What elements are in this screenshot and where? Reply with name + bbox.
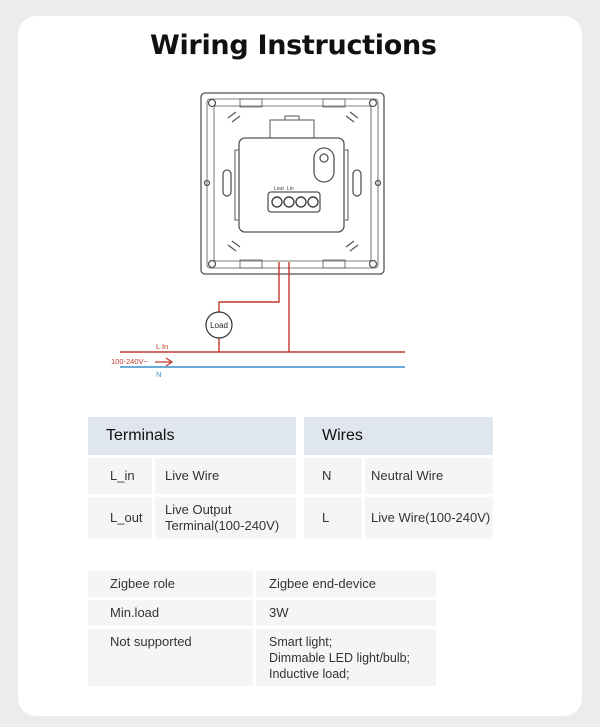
- live-in-arrow: [155, 358, 172, 366]
- voltage-label: 100-240V~: [111, 357, 148, 366]
- wire-desc-l: Live Wire(100-240V): [365, 497, 493, 539]
- wire-cell-n: N: [304, 458, 362, 494]
- page-title: Wiring Instructions: [150, 30, 437, 61]
- spec-key-unsupported: Not supported: [88, 629, 253, 686]
- terminal-desc-lin: Live Wire: [155, 458, 296, 494]
- spec-key-role: Zigbee role: [88, 571, 253, 597]
- wire-cell-l: L: [304, 497, 362, 539]
- n-label: N: [156, 370, 162, 379]
- terminal-cell-lin: L_in: [88, 458, 152, 494]
- terminal-desc-lout: Live Output Terminal(100-240V): [155, 497, 296, 539]
- terminal-screws: [272, 197, 318, 207]
- load-label: Load: [210, 321, 228, 330]
- spec-value-minload: 3W: [256, 600, 436, 626]
- terminal-label-lin: Lin: [287, 186, 294, 192]
- wire-desc-n: Neutral Wire: [365, 458, 493, 494]
- switch-backplate: [201, 93, 384, 274]
- live-wires: [120, 262, 405, 352]
- terminals-header: Terminals: [88, 417, 296, 455]
- lin-label: L In: [156, 342, 169, 351]
- terminal-cell-lout: L_out: [88, 497, 152, 539]
- spec-key-minload: Min.load: [88, 600, 253, 626]
- wires-header: Wires: [304, 417, 493, 455]
- spec-value-unsupported: Smart light; Dimmable LED light/bulb; Inductive load;: [256, 629, 436, 686]
- spec-value-role: Zigbee end-device: [256, 571, 436, 597]
- terminal-label-lout: Lout: [274, 186, 284, 192]
